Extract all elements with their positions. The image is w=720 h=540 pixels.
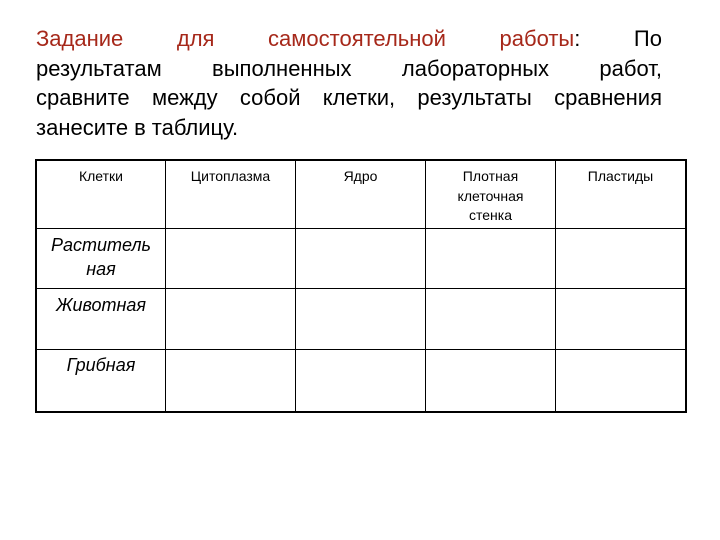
task-word: результаты (417, 85, 532, 110)
table-divider (555, 161, 556, 411)
task-line-2 (36, 54, 662, 84)
header-cell-wall-line: стенка (469, 207, 512, 223)
header-cell-wall-line: клеточная (457, 187, 524, 204)
table-divider (37, 288, 685, 289)
task-word: работы (499, 26, 575, 51)
table-divider (37, 349, 685, 350)
task-word: таблицу. (151, 114, 239, 140)
row-label-fungal: Грибная (66, 355, 136, 375)
task-line-1 (36, 24, 662, 54)
row-label-plant (37, 233, 165, 281)
row-label-line: Раститель (50, 235, 152, 255)
task-word: результатам (36, 55, 162, 81)
task-word: выполненных (212, 55, 352, 81)
task-word-group (500, 24, 581, 54)
header-cell-wall-line: Плотная (462, 168, 519, 184)
header-cytoplasm: Цитоплазма (190, 168, 271, 184)
task-word: сравнения (554, 85, 662, 110)
task-colon: : (574, 26, 581, 51)
header-cells: Клетки (78, 168, 123, 184)
task-word: для (176, 26, 215, 51)
task-word: клетки, (322, 85, 396, 110)
task-word: самостоятельной (268, 26, 446, 51)
table-divider (295, 161, 296, 411)
task-word: работ, (599, 55, 662, 81)
task-word: сравните (36, 85, 130, 110)
header-cell-wall (426, 167, 555, 226)
task-word: лабораторных (401, 55, 550, 81)
task-word: собой (239, 85, 301, 110)
task-line-3 (36, 83, 662, 113)
task-word: занесите (36, 114, 129, 140)
task-word: Задание (36, 26, 124, 51)
task-word: в (134, 114, 146, 140)
header-nucleus: Ядро (343, 168, 378, 184)
task-text (36, 24, 662, 142)
comparison-table (35, 159, 687, 413)
row-label-animal: Животная (55, 295, 147, 315)
task-line-4 (36, 113, 662, 143)
task-word: между (151, 85, 218, 110)
task-word: По (633, 26, 662, 51)
row-label-line: ная (86, 259, 116, 279)
table-divider (165, 161, 166, 411)
header-plastids: Пластиды (587, 168, 654, 184)
table-divider (37, 228, 685, 229)
